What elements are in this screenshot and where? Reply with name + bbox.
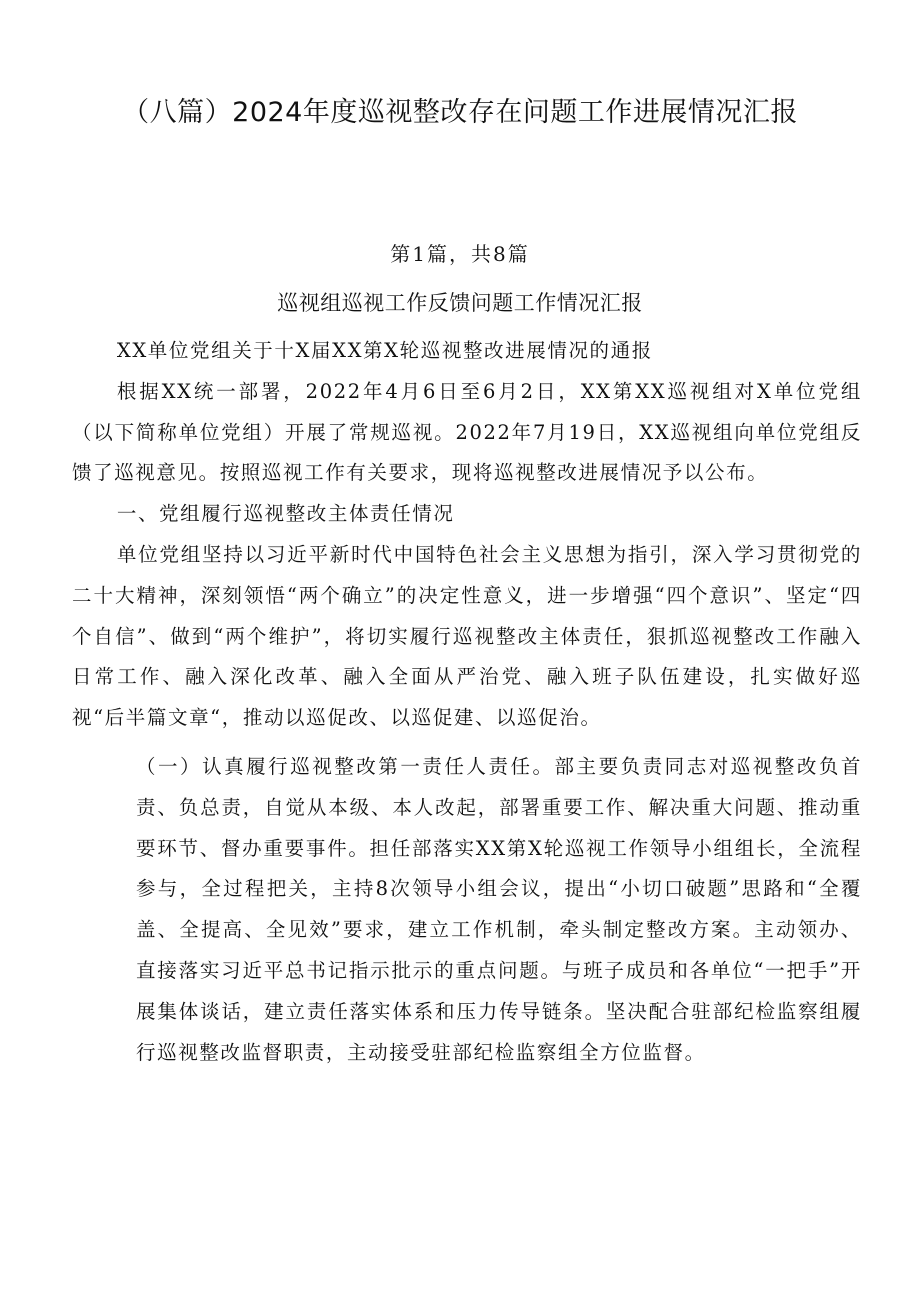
- section-heading-1: 一、党组履行巡视整改主体责任情况: [116, 502, 455, 526]
- paragraph-responsibility: 单位党组坚持以习近平新时代中国特色社会主义思想为指引，深入学习贯彻党的二十大精神，深刻领悟“两个确立”的决定性意义，进一步增强“四个意识”、坚定“四个自信”、做到“两个维护”，将切实履行巡视整改主体责任，狠抓巡视整改工作融入日常工作、融入深化改革、融入全面从严治党、融入班子队伍建设，扎实做好巡视“后半篇文章“，推动以巡促改、以巡促建、以巡促治。: [72, 542, 862, 730]
- document-body: [72, 331, 862, 1073]
- section-subtitle: 巡视组巡视工作反馈问题工作情况汇报: [277, 291, 643, 315]
- paragraph-background: 根据XX统一部署，2022年4月6日至6月2日，XX第XX巡视组对X单位党组（以下简称单位党组）开展了常规巡视。2022年7月19日，XX巡视组向单位党组反馈了巡视意见。按照巡视工作有关要求，现将巡视整改进展情况予以公布。: [72, 379, 862, 485]
- section-count: 第1篇，共8篇: [390, 242, 530, 266]
- paragraph-first-responsible: （一）认真履行巡视整改第一责任人责任。部主要负责同志对巡视整改负首责、负总责，自觉从本级、本人改起，部署重要工作、解决重大问题、推动重要环节、督办重要事件。担任部落实XX第X轮巡视工作领导小组组长，全流程参与，全过程把关，主持8次领导小组会议，提出“小切口破题”思路和“全覆盖、全提高、全见效”要求，建立工作机制，牵头制定整改方案。主动领办、直接落实习近平总书记指示批示的重点问题。与班子成员和各单位“一把手”开展集体谈话，建立责任落实体系和压力传导链条。坚决配合驻部纪检监察组履行巡视整改监督职责，主动接受驻部纪检监察组全方位监督。: [136, 754, 862, 1064]
- document-title: （八篇）2024年度巡视整改存在问题工作进展情况汇报: [122, 97, 798, 128]
- paragraph-notice-title: XX单位党组关于十X届XX第X轮巡视整改进展情况的通报: [116, 339, 653, 362]
